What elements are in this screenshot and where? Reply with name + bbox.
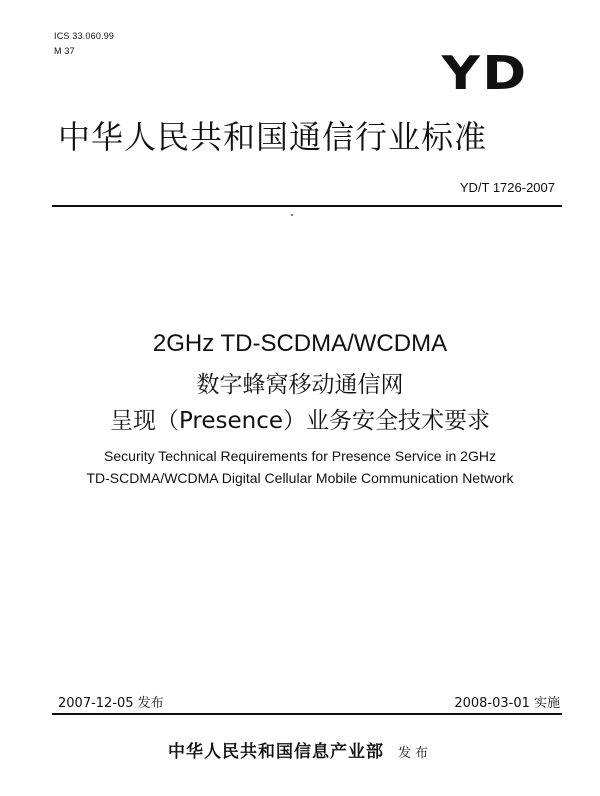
classification-code: M 37 — [54, 46, 75, 56]
standard-number: YD/T 1726-2007 — [459, 180, 555, 195]
bottom-divider — [52, 713, 562, 715]
title-line-3: 呈现（Presence）业务安全技术要求 — [109, 408, 491, 434]
title-line-1: 2GHz TD-SCDMA/WCDMA — [152, 330, 448, 357]
top-divider — [52, 205, 562, 207]
title-line-2: 数字蜂窝移动通信网 — [196, 372, 404, 398]
publisher-name: 中华人民共和国信息产业部 — [167, 742, 384, 762]
english-title-line-1: Security Technical Requirements for Presence Service in 2GHz — [104, 448, 496, 464]
issue-date: 2007-12-05 发布 — [58, 696, 164, 711]
english-title-line-2: TD-SCDMA/WCDMA Digital Cellular Mobile Communication Network — [86, 470, 514, 486]
yd-logo: YD — [441, 46, 528, 100]
publisher-line — [0, 737, 600, 762]
speck-mark — [291, 214, 293, 216]
publish-verb: 发布 — [397, 746, 432, 761]
agency-title: 中华人民共和国通信行业标准 — [58, 118, 488, 156]
ics-code: ICS 33.060.99 — [54, 31, 115, 41]
implementation-date: 2008-03-01 实施 — [454, 696, 560, 711]
